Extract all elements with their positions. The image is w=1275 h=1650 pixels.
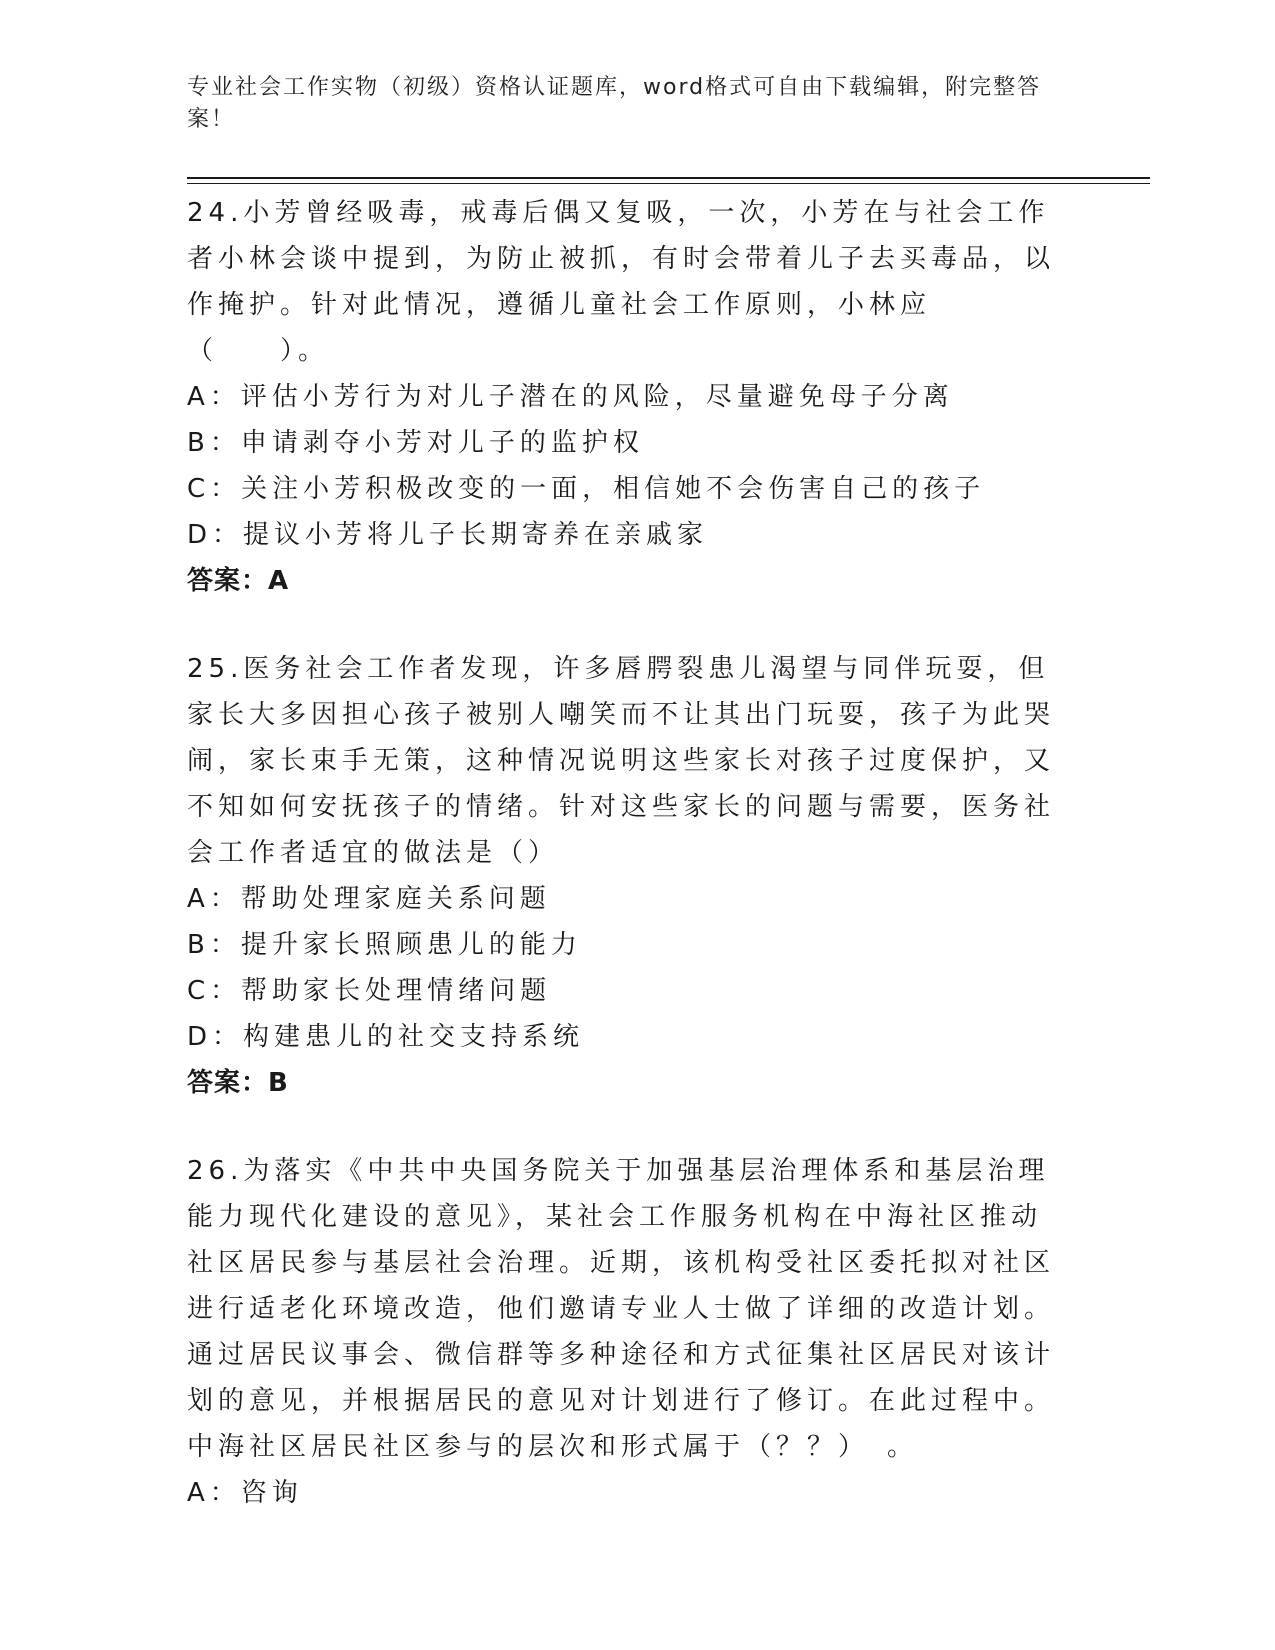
header-rule-thin (187, 183, 1150, 184)
option-d: D：构建患儿的社交支持系统 (187, 1022, 585, 1052)
question-stem: 26.为落实《中共中央国务院关于加强基层治理体系和基层治理能力现代化建设的意见》，某社会工作服务机构在中海社区推动社区居民参与基层社会治理。近期，该机构受社区委托拟对社区进行适老化环境改造，他们邀请专业人士做了详细的改造计划。通过居民议事会、微信群等多种途径和方式征集社区居民对该计划的意见，并根据居民的意见对计划进行了修订。在此过程中。中海社区居民社区参与的层次和形式属于（？？） 。 (187, 1156, 1056, 1462)
question-24 (187, 190, 1067, 604)
option-c: C：关注小芳积极改变的一面，相信她不会伤害自己的孩子 (187, 474, 986, 504)
option-b: B：提升家长照顾患儿的能力 (187, 930, 582, 960)
question-25 (187, 646, 1067, 1106)
question-26 (187, 1148, 1067, 1516)
question-list (187, 190, 1067, 1558)
answer-line: 答案：A (187, 566, 290, 596)
option-a: A：评估小芳行为对儿子潜在的风险，尽量避免母子分离 (187, 382, 954, 412)
option-a: A：帮助处理家庭关系问题 (187, 884, 551, 914)
header-rule-thick (187, 177, 1150, 179)
option-a: A：咨询 (187, 1478, 303, 1508)
question-stem: 25.医务社会工作者发现，许多唇腭裂患儿渴望与同伴玩耍，但家长大多因担心孩子被别人嘲笑而不让其出门玩耍，孩子为此哭闹，家长束手无策，这种情况说明这些家长对孩子过度保护，又不知如何安抚孩子的情绪。针对这些家长的问题与需要，医务社会工作者适宜的做法是（） (187, 654, 1056, 868)
option-c: C：帮助家长处理情绪问题 (187, 976, 552, 1006)
option-d: D：提议小芳将儿子长期寄养在亲戚家 (187, 520, 709, 550)
answer-line: 答案：B (187, 1068, 289, 1098)
document-header: 专业社会工作实物（初级）资格认证题库，word格式可自由下载编辑，附完整答案！ (187, 75, 1042, 132)
question-stem: 24.小芳曾经吸毒，戒毒后偶又复吸，一次，小芳在与社会工作者小林会谈中提到，为防止被抓，有时会带着儿子去买毒品，以作掩护。针对此情况，遵循儿童社会工作原则，小林应（ ）。 (187, 198, 1056, 366)
option-b: B：申请剥夺小芳对儿子的监护权 (187, 428, 644, 458)
